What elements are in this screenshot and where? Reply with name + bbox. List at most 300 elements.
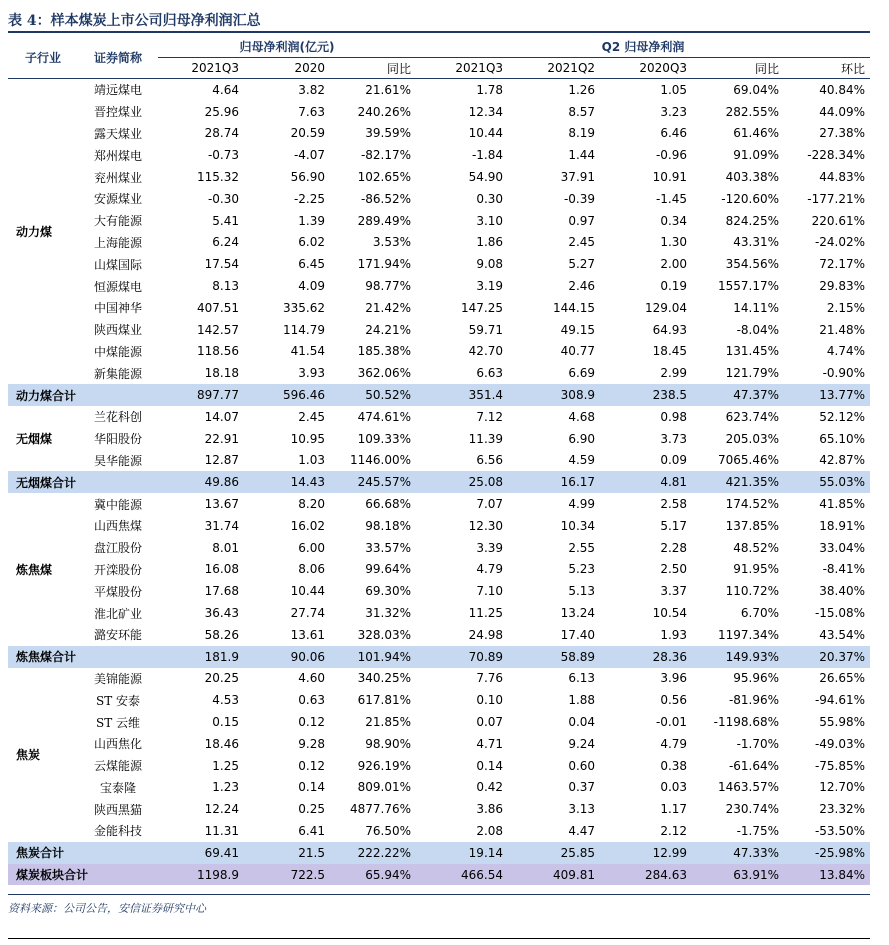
value-cell: -0.30	[207, 191, 239, 206]
value-cell: 21.42%	[365, 300, 412, 315]
subtotal-value: 20.37%	[784, 646, 870, 668]
stock-name: 宝泰隆	[99, 780, 136, 795]
stock-name: 冀中能源	[93, 497, 142, 512]
table-row	[8, 123, 870, 145]
value-cell: 18.45	[652, 344, 688, 359]
value-cell: 18.46	[204, 736, 239, 751]
value-cell: 21.61%	[365, 82, 412, 97]
stock-name: 昊华能源	[93, 453, 142, 468]
subtotal-value: 596.46	[244, 384, 330, 406]
value-cell: 474.61%	[357, 409, 412, 424]
value-cell: 29.83%	[819, 279, 866, 294]
value-cell: 0.12	[298, 758, 325, 773]
value-cell: -86.52%	[360, 191, 412, 206]
subtotal-value: 28.36	[600, 646, 692, 668]
value-cell: 6.41	[298, 823, 325, 838]
value-cell: 0.09	[660, 453, 688, 468]
value-cell: 6.02	[298, 235, 325, 250]
value-cell: 1.39	[298, 213, 325, 228]
value-cell: 14.11%	[733, 300, 780, 315]
value-cell: 1.26	[568, 82, 596, 97]
value-cell: 59.71	[468, 322, 504, 337]
value-cell: 43.31%	[733, 235, 780, 250]
value-cell: 121.79%	[725, 366, 780, 381]
sub-header: 2021Q3	[158, 58, 244, 79]
value-cell: 403.38%	[725, 170, 780, 185]
value-cell: 3.19	[476, 279, 504, 294]
value-cell: 1463.57%	[718, 780, 780, 795]
subtotal-value: 47.33%	[692, 842, 784, 864]
value-cell: 13.61	[290, 627, 325, 642]
sub-header: 2021Q2	[508, 58, 600, 79]
value-cell: 1.30	[660, 235, 688, 250]
value-cell: 5.41	[212, 213, 239, 228]
value-cell: 2.46	[568, 279, 596, 294]
value-cell: -82.17%	[360, 148, 412, 163]
grand-total-label: 煤炭板块合计	[8, 864, 158, 886]
value-cell: 18.91%	[819, 518, 866, 533]
grand-total-value: 1198.9	[158, 864, 244, 886]
value-cell: 66.68%	[365, 497, 412, 512]
value-cell: -2.25	[293, 191, 325, 206]
value-cell: 362.06%	[357, 366, 412, 381]
value-cell: 6.13	[568, 671, 596, 686]
stock-name: 金能科技	[93, 824, 142, 839]
value-cell: 3.10	[476, 213, 504, 228]
category-label: 动力煤	[16, 225, 53, 240]
value-cell: 0.04	[568, 715, 596, 729]
value-cell: 1.88	[568, 693, 596, 708]
subtotal-value: 58.89	[508, 646, 600, 668]
value-cell: 0.25	[298, 802, 325, 817]
value-cell: 8.20	[298, 497, 325, 512]
value-cell: 11.31	[204, 823, 239, 838]
value-cell: 0.97	[568, 213, 596, 228]
grand-total-value: 722.5	[244, 864, 330, 886]
table-row	[8, 733, 870, 755]
value-cell: -4.07	[293, 148, 325, 163]
category-label: 炼焦煤	[16, 562, 53, 577]
value-cell: 289.49%	[357, 213, 412, 228]
table-row	[8, 624, 870, 646]
subtotal-value: 222.22%	[330, 842, 416, 864]
value-cell: 4.53	[212, 693, 239, 708]
value-cell: 1.05	[660, 82, 688, 97]
grand-total-value: 466.54	[416, 864, 508, 886]
value-cell: 0.98	[660, 409, 688, 424]
value-cell: -1.75%	[736, 823, 780, 838]
value-cell: 98.90%	[365, 736, 412, 751]
source-note: 资料来源：公司公告，安信证券研究中心	[8, 902, 206, 915]
value-cell: 354.56%	[725, 257, 780, 272]
value-cell: 58.26	[204, 627, 239, 642]
value-cell: 2.45	[298, 409, 325, 424]
table-row	[8, 668, 870, 690]
value-cell: 3.13	[568, 802, 596, 817]
value-cell: 5.13	[568, 584, 596, 599]
value-cell: 25.96	[204, 104, 239, 119]
value-cell: 0.10	[476, 693, 504, 708]
stock-name: 中国神华	[93, 301, 142, 316]
value-cell: 129.04	[645, 300, 688, 315]
group-q2-header: Q2 归母净利润	[416, 36, 870, 58]
value-cell: 17.68	[204, 584, 239, 599]
value-cell: -0.73	[207, 148, 239, 163]
subtotal-row	[8, 842, 870, 864]
value-cell: 4.99	[568, 497, 596, 512]
value-cell: 39.59%	[365, 126, 412, 141]
value-cell: -120.60%	[721, 191, 780, 206]
value-cell: -0.39	[563, 191, 596, 206]
subtotal-value: 47.37%	[692, 384, 784, 406]
value-cell: 11.25	[468, 606, 504, 621]
value-cell: 23.32%	[819, 802, 866, 817]
value-cell: -49.03%	[814, 736, 866, 751]
subtotal-value: 70.89	[416, 646, 508, 668]
value-cell: 4.68	[568, 409, 596, 424]
value-cell: 54.90	[468, 170, 504, 185]
value-cell: 8.19	[568, 126, 596, 141]
subtotal-value: 25.85	[508, 842, 600, 864]
stock-name: 开滦股份	[93, 562, 142, 577]
value-cell: 0.03	[660, 780, 688, 795]
subtotal-value: 21.5	[244, 842, 330, 864]
value-cell: 115.32	[197, 170, 239, 185]
value-cell: 3.73	[660, 431, 688, 446]
value-cell: 99.64%	[365, 562, 412, 577]
table-row	[8, 319, 870, 341]
subtotal-value: 25.08	[416, 471, 508, 493]
value-cell: 13.67	[204, 497, 239, 512]
value-cell: 48.52%	[733, 540, 780, 555]
value-cell: 69.30%	[365, 584, 412, 599]
value-cell: 6.69	[568, 366, 596, 381]
table-row	[8, 101, 870, 123]
value-cell: 0.12	[298, 715, 325, 729]
value-cell: 3.37	[660, 584, 688, 599]
value-cell: 21.48%	[819, 322, 866, 337]
value-cell: 13.24	[560, 606, 596, 621]
value-cell: 185.38%	[357, 344, 412, 359]
value-cell: 91.09%	[733, 148, 780, 163]
stock-name: 靖远煤电	[93, 83, 142, 98]
value-cell: 1.93	[660, 627, 688, 642]
value-cell: 31.32%	[365, 606, 412, 621]
stock-name: 潞安环能	[93, 628, 142, 643]
table-row	[8, 188, 870, 210]
table-row	[8, 232, 870, 254]
value-cell: 4.09	[298, 279, 325, 294]
value-cell: 2.00	[660, 257, 688, 272]
table-row	[8, 362, 870, 384]
value-cell: 110.72%	[725, 584, 780, 599]
value-cell: 52.12%	[819, 409, 866, 424]
table-row	[8, 559, 870, 581]
stock-name: 山西焦化	[93, 737, 142, 752]
value-cell: 1197.34%	[718, 627, 780, 642]
table-row	[8, 341, 870, 363]
value-cell: 3.86	[476, 802, 504, 817]
value-cell: 0.14	[476, 758, 504, 773]
value-cell: 65.10%	[819, 431, 866, 446]
value-cell: 27.38%	[819, 126, 866, 141]
stock-name: 淮北矿业	[93, 606, 142, 621]
value-cell: 33.57%	[365, 540, 412, 555]
value-cell: 220.61%	[811, 213, 866, 228]
table-row	[8, 493, 870, 515]
value-cell: 22.91	[204, 431, 239, 446]
value-cell: 42.87%	[819, 453, 866, 468]
value-cell: 2.99	[660, 366, 688, 381]
value-cell: 2.55	[568, 540, 596, 555]
value-cell: 14.07	[204, 409, 239, 424]
stock-name: 新集能源	[93, 366, 142, 381]
value-cell: 2.58	[660, 497, 688, 512]
table-row	[8, 210, 870, 232]
value-cell: 1.17	[660, 802, 688, 817]
value-cell: 0.37	[568, 780, 596, 795]
value-cell: 6.70%	[740, 606, 780, 621]
table-row	[8, 798, 870, 820]
value-cell: 109.33%	[357, 431, 412, 446]
value-cell: 55.98%	[819, 715, 866, 729]
subtotal-value: 351.4	[416, 384, 508, 406]
value-cell: 5.27	[568, 257, 596, 272]
value-cell: 49.15	[560, 322, 596, 337]
value-cell: -177.21%	[807, 191, 866, 206]
stock-name: 兖州煤业	[93, 170, 142, 185]
value-cell: 809.01%	[357, 780, 412, 795]
value-cell: 28.74	[204, 126, 239, 141]
stock-name: ST 云维	[95, 715, 141, 730]
value-cell: 5.17	[660, 518, 688, 533]
table-row	[8, 428, 870, 450]
table-row	[8, 537, 870, 559]
value-cell: 12.30	[468, 518, 504, 533]
table-bottom-rule	[8, 894, 870, 895]
subtotal-label: 无烟煤合计	[8, 471, 158, 493]
value-cell: 4.79	[476, 562, 504, 577]
subtotal-value: 421.35%	[692, 471, 784, 493]
value-cell: 335.62	[283, 300, 325, 315]
value-cell: 3.82	[298, 82, 325, 97]
grand-total-value: 63.91%	[692, 864, 784, 886]
value-cell: 95.96%	[733, 671, 780, 686]
subtotal-value: 90.06	[244, 646, 330, 668]
value-cell: 20.25	[204, 671, 239, 686]
value-cell: 0.60	[568, 758, 596, 773]
table-row	[8, 253, 870, 275]
table-row	[8, 406, 870, 428]
stock-name: 美锦能源	[93, 671, 142, 686]
subtotal-value: 14.43	[244, 471, 330, 493]
value-cell: 61.46%	[733, 126, 780, 141]
table-row	[8, 144, 870, 166]
value-cell: -1.45	[655, 191, 688, 206]
stock-name: 恒源煤电	[93, 279, 142, 294]
grand-total-value: 284.63	[600, 864, 692, 886]
table-row	[8, 820, 870, 842]
value-cell: 56.90	[290, 170, 325, 185]
subtotal-value: 16.17	[508, 471, 600, 493]
value-cell: 6.00	[298, 540, 325, 555]
table-row	[8, 711, 870, 733]
grand-total-row	[8, 864, 870, 886]
table-row	[8, 602, 870, 624]
sub-header: 2020	[244, 58, 330, 79]
value-cell: 40.77	[560, 344, 596, 359]
value-cell: 328.03%	[357, 627, 412, 642]
value-cell: -1198.68%	[713, 715, 780, 729]
subtotal-value: -25.98%	[784, 842, 870, 864]
table-row	[8, 515, 870, 537]
value-cell: -81.96%	[728, 693, 780, 708]
stock-name: 中煤能源	[93, 344, 142, 359]
value-cell: 4.79	[660, 736, 688, 751]
value-cell: 33.04%	[819, 540, 866, 555]
value-cell: 174.52%	[725, 497, 780, 512]
subtotal-value: 238.5	[600, 384, 692, 406]
value-cell: 0.07	[476, 715, 504, 729]
value-cell: 2.45	[568, 235, 596, 250]
value-cell: 21.85%	[365, 715, 412, 729]
value-cell: 12.34	[468, 104, 504, 119]
value-cell: 7.12	[476, 409, 504, 424]
sub-header: 同比	[692, 58, 784, 79]
value-cell: 1557.17%	[718, 279, 780, 294]
value-cell: 0.34	[660, 213, 688, 228]
value-cell: 137.85%	[725, 518, 780, 533]
stock-name: 山煤国际	[93, 257, 142, 272]
value-cell: 1.23	[212, 780, 239, 795]
subtotal-value: 19.14	[416, 842, 508, 864]
value-cell: 9.24	[568, 736, 596, 751]
table-row	[8, 755, 870, 777]
col-industry-header: 子行业	[8, 36, 78, 79]
value-cell: 5.23	[568, 562, 596, 577]
value-cell: 20.59	[290, 126, 325, 141]
subtotal-row	[8, 471, 870, 493]
value-cell: 4.47	[568, 823, 596, 838]
value-cell: 7.07	[476, 497, 504, 512]
value-cell: 0.15	[212, 715, 239, 729]
value-cell: 205.03%	[725, 431, 780, 446]
value-cell: -0.90%	[822, 366, 866, 381]
value-cell: -228.34%	[807, 148, 866, 163]
value-cell: 118.56	[197, 344, 239, 359]
value-cell: 102.65%	[357, 170, 412, 185]
value-cell: -8.04%	[736, 322, 780, 337]
value-cell: 3.93	[298, 366, 325, 381]
value-cell: 617.81%	[357, 693, 412, 708]
value-cell: 8.06	[298, 562, 325, 577]
stock-name: 陕西黑猫	[93, 802, 142, 817]
value-cell: 1.25	[212, 758, 239, 773]
value-cell: 3.39	[476, 540, 504, 555]
value-cell: 4.74%	[826, 344, 866, 359]
table-body	[8, 79, 870, 886]
value-cell: 27.74	[290, 606, 325, 621]
value-cell: 10.91	[652, 170, 688, 185]
stock-name: 陕西煤业	[93, 323, 142, 338]
value-cell: -61.64%	[728, 758, 780, 773]
value-cell: 10.95	[290, 431, 325, 446]
value-cell: 24.21%	[365, 322, 412, 337]
page-footer-rule	[8, 938, 870, 939]
sub-header: 2020Q3	[600, 58, 692, 79]
stock-name: 平煤股份	[93, 584, 142, 599]
value-cell: 7.10	[476, 584, 504, 599]
table-row	[8, 297, 870, 319]
profit-table	[8, 36, 870, 885]
stock-name: 安源煤业	[93, 192, 142, 207]
sub-header: 同比	[330, 58, 416, 79]
table-row	[8, 79, 870, 101]
value-cell: -1.84	[471, 148, 504, 163]
stock-name: 大有能源	[93, 214, 142, 229]
value-cell: 1.44	[568, 148, 596, 163]
subtotal-value: 50.52%	[330, 384, 416, 406]
value-cell: 282.55%	[725, 104, 780, 119]
value-cell: 26.65%	[819, 671, 866, 686]
value-cell: 43.54%	[819, 627, 866, 642]
value-cell: 37.91	[560, 170, 596, 185]
stock-name: 华阳股份	[93, 432, 142, 447]
value-cell: -94.61%	[814, 693, 866, 708]
value-cell: -1.70%	[736, 736, 780, 751]
value-cell: 6.46	[660, 126, 688, 141]
value-cell: 0.14	[298, 780, 325, 795]
value-cell: 7065.46%	[718, 453, 780, 468]
value-cell: 131.45%	[725, 344, 780, 359]
table-title: 表 4：样本煤炭上市公司归母净利润汇总	[8, 13, 261, 29]
value-cell: 1.86	[476, 235, 504, 250]
value-cell: 926.19%	[357, 758, 412, 773]
value-cell: 3.23	[660, 104, 688, 119]
value-cell: 98.18%	[365, 518, 412, 533]
value-cell: 171.94%	[357, 257, 412, 272]
value-cell: 98.77%	[365, 279, 412, 294]
grand-total-value: 13.84%	[784, 864, 870, 886]
col-stock-header: 证券简称	[78, 36, 158, 79]
value-cell: 69.04%	[733, 82, 780, 97]
value-cell: 72.17%	[819, 257, 866, 272]
value-cell: -0.01	[655, 715, 688, 729]
subtotal-value: 149.93%	[692, 646, 784, 668]
table-row	[8, 450, 870, 472]
value-cell: 1.03	[298, 453, 325, 468]
value-cell: 4.64	[212, 82, 239, 97]
value-cell: -53.50%	[814, 823, 866, 838]
value-cell: 824.25%	[725, 213, 780, 228]
value-cell: 91.95%	[733, 562, 780, 577]
value-cell: 12.87	[204, 453, 239, 468]
value-cell: 6.45	[298, 257, 325, 272]
table-row	[8, 777, 870, 799]
stock-name: 兰花科创	[93, 410, 142, 425]
value-cell: 12.24	[204, 802, 239, 817]
value-cell: -0.96	[655, 148, 688, 163]
stock-name: 郑州煤电	[93, 148, 142, 163]
stock-name: 露天煤业	[93, 126, 142, 141]
category-label: 焦炭	[16, 748, 41, 763]
grand-total-value: 65.94%	[330, 864, 416, 886]
value-cell: 8.01	[212, 540, 239, 555]
value-cell: 4.60	[298, 671, 325, 686]
subtotal-value: 12.99	[600, 842, 692, 864]
value-cell: 18.18	[204, 366, 239, 381]
value-cell: 17.40	[560, 627, 596, 642]
